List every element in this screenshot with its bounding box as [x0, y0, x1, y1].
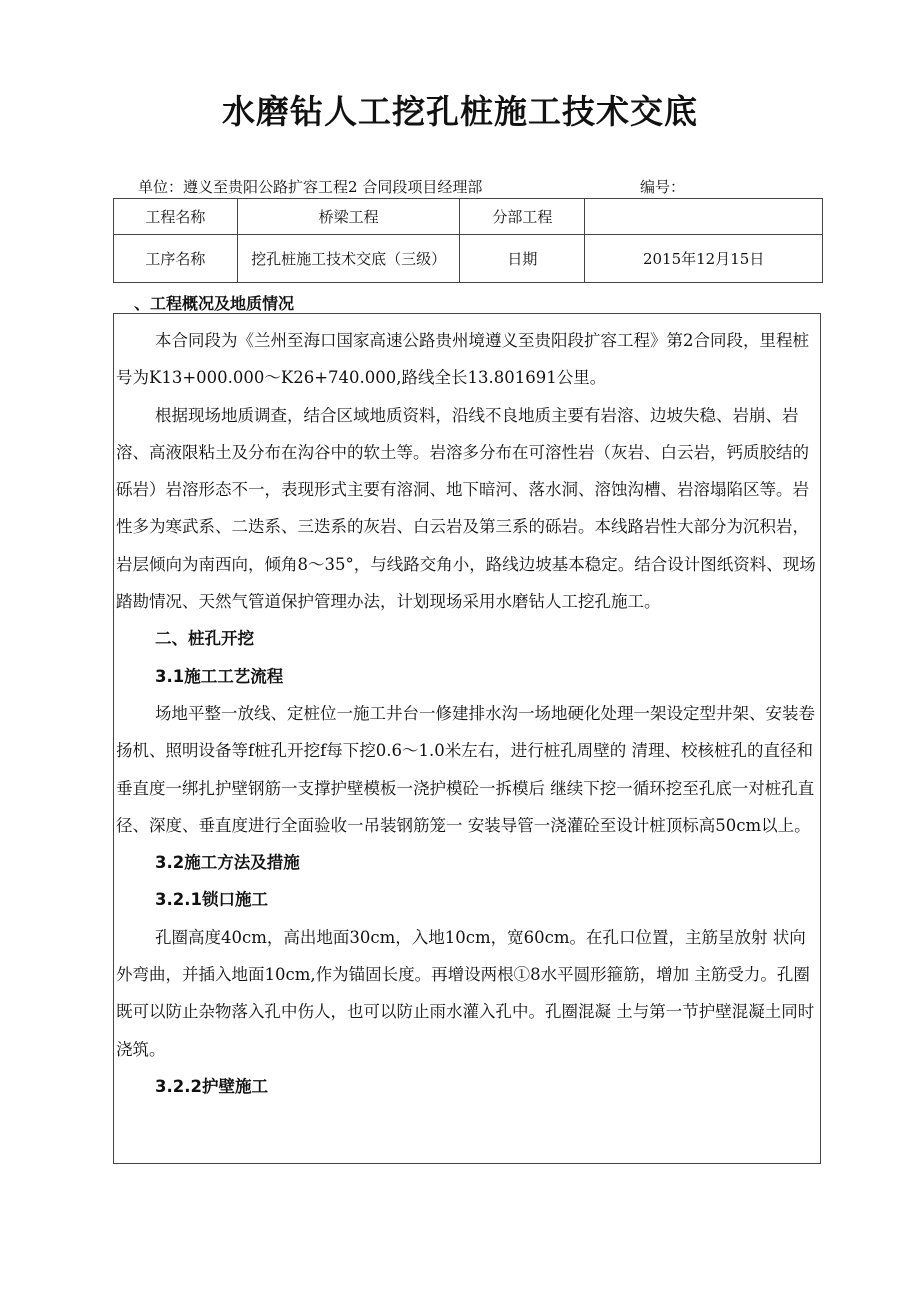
heading-3-2-1: 3.2.1锁口施工 — [155, 890, 268, 910]
procedure-name-label: 工序名称 — [114, 235, 238, 283]
paragraph-process: 场地平整一放线、定桩位一施工井台一修建排水沟一场地硬化处理一架设定型井架、安装卷扬机、照明设备等f桩孔开挖f每下挖0.6〜1.0米左右，进行桩孔周壁的 清理、校核桩孔的直径和垂直度一绑扎护壁钢筋一支撑护壁模板一浇护模砼一拆模后 继续下挖一循环挖至孔底一对桩孔直径、深度、垂直度进行全面验收一吊装钢筋笼一 安装导管一浇灌砼至设计桩顶标高50cm以上。 — [116, 703, 815, 835]
project-name-label: 工程名称 — [114, 199, 238, 235]
date-value: 2015年12月15日 — [585, 235, 823, 283]
content-body — [114, 322, 820, 1105]
table-row — [114, 199, 823, 235]
subproject-value — [585, 199, 823, 235]
project-name-value: 桥梁工程 — [237, 199, 460, 235]
heading-3-2: 3.2施工方法及措施 — [155, 853, 300, 873]
unit-label: 单位：遵义至贵阳公路扩容工程2 合同段项目经理部 — [138, 178, 483, 196]
paragraph-geology: 根据现场地质调查，结合区域地质资料，沿线不良地质主要有岩溶、边坡失稳、岩崩、岩溶、高液限粘土及分布在沟谷中的软土等。岩溶多分布在可溶性岩（灰岩、白云岩，钙质胶结的砾岩）岩溶形态不一，表现形式主要有溶洞、地下暗河、落水洞、溶蚀沟槽、岩溶塌陷区等。岩性多为寒武系、二迭系、三迭系的灰岩、白云岩及第三系的砾岩。本线路岩性大部分为沉积岩，岩层倾向为南西向，倾角8〜35°，与线路交角小，路线边坡基本稳定。结合设计图纸资料、现场踏勘情况、天然气管道保护管理办法，计划现场采用水磨钻人工挖孔施工。 — [116, 405, 816, 612]
procedure-name-value: 挖孔桩施工技术交底（三级） — [237, 235, 460, 283]
content-box — [113, 313, 821, 1164]
page-title: 水磨钻人工挖孔桩施工技术交底 — [222, 92, 698, 131]
subproject-label: 分部工程 — [460, 199, 585, 235]
table-row — [114, 235, 823, 283]
paragraph-lock-collar: 孔圈高度40cm，高出地面30cm，入地10cm，宽60cm。在孔口位置，主筋呈放射 状向外弯曲，并插入地面10cm,作为锚固长度。再增设两根①8水平圆形箍筋，增加 主筋受力。孔圈既可以防止杂物落入孔中伤人，也可以防止雨水灌入孔中。孔圈混凝 土与第一节护壁混凝土同时浇筑。 — [116, 927, 815, 1059]
info-table — [113, 198, 823, 283]
section-2-heading: 二、桩孔开挖 — [155, 629, 254, 649]
date-label: 日期 — [460, 235, 585, 283]
paragraph-overview: 本合同段为《兰州至海口国家高速公路贵州境遵义至贵阳段扩容工程》第2合同段，里程桩号为K13+000.000〜K26+740.000,路线全长13.801691公里。 — [116, 331, 809, 388]
section-1-heading: 、工程概况及地质情况 — [134, 294, 295, 313]
heading-3-2-2: 3.2.2护壁施工 — [155, 1076, 268, 1096]
serial-number-label: 编号： — [640, 178, 686, 196]
heading-3-1: 3.1施工工艺流程 — [155, 666, 284, 686]
